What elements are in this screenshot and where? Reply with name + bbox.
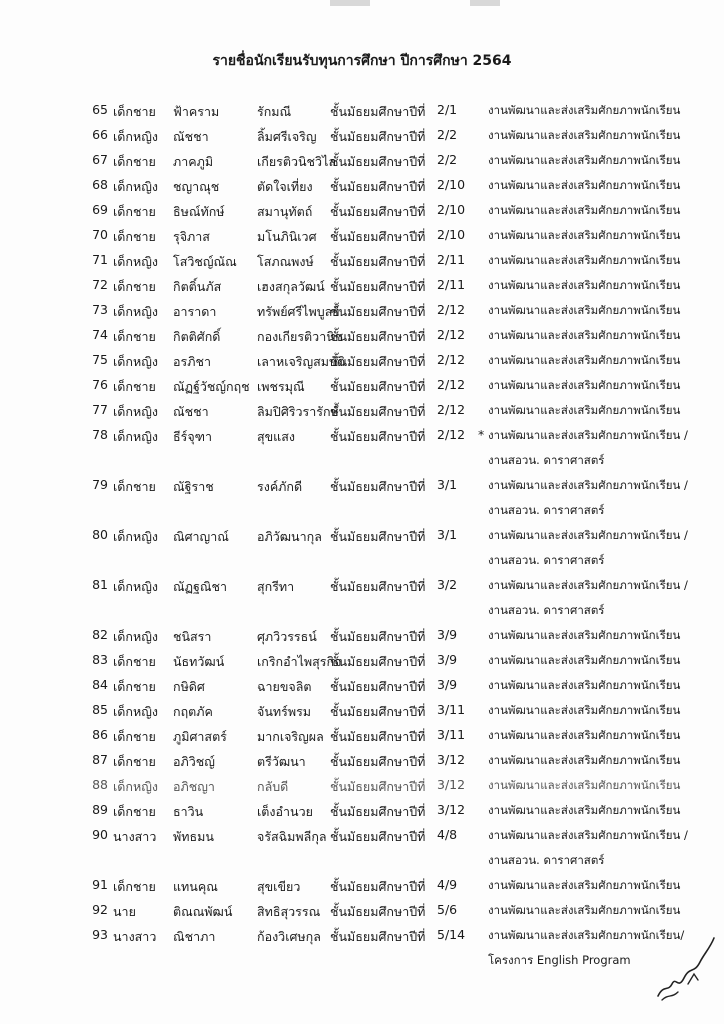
classroom: 2/2 [437, 127, 458, 142]
title-prefix: เด็กชาย [113, 329, 156, 344]
classroom: 3/12 [437, 752, 466, 767]
grade-level: ชั้นมัธยมศึกษาปีที่ [330, 529, 426, 544]
department: งานพัฒนาและส่งเสริมศักยภาพนักเรียน / [488, 578, 688, 592]
classroom: 2/12 [437, 352, 466, 367]
asterisk-mark: * [478, 427, 485, 442]
grade-level: ชั้นมัธยมศึกษาปีที่ [330, 879, 426, 894]
grade-level: ชั้นมัธยมศึกษาปีที่ [330, 104, 426, 119]
grade-level: ชั้นมัธยมศึกษาปีที่ [330, 904, 426, 919]
row-number: 66 [92, 127, 108, 142]
department: งานพัฒนาและส่งเสริมศักยภาพนักเรียน / [488, 428, 688, 442]
title-prefix: เด็กชาย [113, 679, 156, 694]
row-number: 88 [92, 777, 108, 792]
title-prefix: นางสาว [113, 929, 157, 944]
handwritten-signature [654, 934, 718, 1004]
title-prefix: เด็กหญิง [113, 354, 158, 369]
classroom: 2/12 [437, 377, 466, 392]
department: งานพัฒนาและส่งเสริมศักยภาพนักเรียน [488, 703, 681, 717]
student-row [0, 296, 724, 321]
row-number: 85 [92, 702, 108, 717]
row-number: 71 [92, 252, 108, 267]
row-number: 84 [92, 677, 108, 692]
grade-level: ชั้นมัธยมศึกษาปีที่ [330, 129, 426, 144]
department: งานพัฒนาและส่งเสริมศักยภาพนักเรียน [488, 203, 681, 217]
department: งานพัฒนาและส่งเสริมศักยภาพนักเรียน [488, 353, 681, 367]
title-prefix: เด็กชาย [113, 104, 156, 119]
department: งานพัฒนาและส่งเสริมศักยภาพนักเรียน [488, 903, 681, 917]
grade-level: ชั้นมัธยมศึกษาปีที่ [330, 254, 426, 269]
title-prefix: เด็กหญิง [113, 429, 158, 444]
student-row [0, 921, 724, 971]
department-line-2: งานสอวน. ดาราศาสตร์ [488, 553, 605, 567]
first-name: อาราดา [173, 304, 217, 319]
student-row [0, 821, 724, 871]
first-name: ณิศาญาณ์ [173, 529, 229, 544]
student-row [0, 396, 724, 421]
row-number: 70 [92, 227, 108, 242]
first-name: ภูมิศาสตร์ [173, 729, 227, 744]
last-name: ตัดใจเที่ยง [257, 179, 313, 194]
last-name: ตรีวัฒนา [257, 754, 306, 769]
last-name: เกียรติวนิชวิไล [257, 154, 337, 169]
student-row [0, 221, 724, 246]
student-list [0, 96, 724, 971]
row-number: 83 [92, 652, 108, 667]
title-prefix: เด็กชาย [113, 229, 156, 244]
classroom: 3/11 [437, 702, 466, 717]
title-prefix: เด็กหญิง [113, 579, 158, 594]
last-name: เกริกอำไพสุรกิจ [257, 654, 342, 669]
row-number: 73 [92, 302, 108, 317]
last-name: สุขเขียว [257, 879, 301, 894]
title-prefix: เด็กหญิง [113, 254, 158, 269]
department: งานพัฒนาและส่งเสริมศักยภาพนักเรียน [488, 678, 681, 692]
first-name: อรภิชา [173, 354, 211, 369]
first-name: กฤตภัค [173, 704, 213, 719]
page-title: รายชื่อนักเรียนรับทุนการศึกษา ปีการศึกษา 2564 [212, 53, 512, 69]
title-prefix: เด็กหญิง [113, 179, 158, 194]
student-row [0, 421, 724, 471]
title-prefix: เด็กชาย [113, 279, 156, 294]
row-number: 74 [92, 327, 108, 342]
student-row [0, 346, 724, 371]
grade-level: ชั้นมัธยมศึกษาปีที่ [330, 479, 426, 494]
last-name: สุกรีทา [257, 579, 295, 594]
row-number: 80 [92, 527, 108, 542]
grade-level: ชั้นมัธยมศึกษาปีที่ [330, 729, 426, 744]
grade-level: ชั้นมัธยมศึกษาปีที่ [330, 404, 426, 419]
first-name: กิตติศักดิ์ [173, 329, 221, 344]
classroom: 4/9 [437, 877, 458, 892]
department: งานพัฒนาและส่งเสริมศักยภาพนักเรียน / [488, 828, 688, 842]
student-row [0, 721, 724, 746]
first-name: ธีร์จุฑา [173, 429, 213, 444]
classroom: 5/6 [437, 902, 458, 917]
department: งานพัฒนาและส่งเสริมศักยภาพนักเรียน / [488, 528, 688, 542]
classroom: 3/9 [437, 677, 458, 692]
first-name: ชนิสรา [173, 629, 212, 644]
last-name: เฮงสกุลวัฒน์ [257, 279, 325, 294]
grade-level: ชั้นมัธยมศึกษาปีที่ [330, 654, 426, 669]
row-number: 69 [92, 202, 108, 217]
last-name: สมานุทัตถ์ [257, 204, 313, 219]
grade-level: ชั้นมัธยมศึกษาปีที่ [330, 229, 426, 244]
student-row [0, 96, 724, 121]
first-name: กษิดิศ [173, 679, 205, 694]
classroom: 2/12 [437, 402, 466, 417]
scan-artifact [470, 0, 500, 6]
last-name: มโนภินิเวศ [257, 229, 317, 244]
row-number: 67 [92, 152, 108, 167]
grade-level: ชั้นมัธยมศึกษาปีที่ [330, 279, 426, 294]
first-name: ฟ้าคราม [173, 104, 220, 119]
last-name: ฉายขจลิต [257, 679, 312, 694]
student-row [0, 146, 724, 171]
row-number: 79 [92, 477, 108, 492]
title-prefix: เด็กหญิง [113, 529, 158, 544]
grade-level: ชั้นมัธยมศึกษาปีที่ [330, 329, 426, 344]
classroom: 3/12 [437, 777, 466, 792]
last-name: สิทธิสุวรรณ [257, 904, 321, 919]
title-prefix: เด็กชาย [113, 804, 156, 819]
classroom: 3/9 [437, 627, 458, 642]
classroom: 4/8 [437, 827, 458, 842]
department: งานพัฒนาและส่งเสริมศักยภาพนักเรียน [488, 378, 681, 392]
row-number: 72 [92, 277, 108, 292]
scan-artifact [330, 0, 370, 6]
row-number: 65 [92, 102, 108, 117]
title-prefix: เด็กชาย [113, 754, 156, 769]
student-row [0, 646, 724, 671]
first-name: ณิชาภา [173, 929, 216, 944]
department-line-2: งานสอวน. ดาราศาสตร์ [488, 503, 605, 517]
department-line-2: งานสอวน. ดาราศาสตร์ [488, 853, 605, 867]
last-name: รักมณี [257, 104, 292, 119]
first-name: กิตติ์นภัส [173, 279, 222, 294]
department: งานพัฒนาและส่งเสริมศักยภาพนักเรียน [488, 103, 681, 117]
grade-level: ชั้นมัธยมศึกษาปีที่ [330, 779, 426, 794]
classroom: 3/12 [437, 802, 466, 817]
department: งานพัฒนาและส่งเสริมศักยภาพนักเรียน [488, 253, 681, 267]
first-name: ณัฏฐณิชา [173, 579, 227, 594]
classroom: 3/1 [437, 527, 458, 542]
row-number: 90 [92, 827, 108, 842]
classroom: 2/12 [437, 427, 466, 442]
department: งานพัฒนาและส่งเสริมศักยภาพนักเรียน / [488, 478, 688, 492]
first-name: ธาวิน [173, 804, 204, 819]
student-row [0, 771, 724, 796]
last-name: ทรัพย์ศรีไพบูลย์ [257, 304, 340, 319]
title-prefix: เด็กชาย [113, 479, 156, 494]
first-name: รุจิภาส [173, 229, 210, 244]
department: งานพัฒนาและส่งเสริมศักยภาพนักเรียน [488, 628, 681, 642]
title-prefix: เด็กหญิง [113, 404, 158, 419]
title-prefix: เด็กชาย [113, 729, 156, 744]
department-line-2: งานสอวน. ดาราศาสตร์ [488, 603, 605, 617]
student-row [0, 196, 724, 221]
department: งานพัฒนาและส่งเสริมศักยภาพนักเรียน [488, 803, 681, 817]
first-name: ณัชชา [173, 129, 209, 144]
last-name: กลับดี [257, 779, 289, 794]
row-number: 81 [92, 577, 108, 592]
classroom: 2/12 [437, 302, 466, 317]
title-prefix: เด็กชาย [113, 379, 156, 394]
title-prefix: เด็กหญิง [113, 779, 158, 794]
row-number: 77 [92, 402, 108, 417]
classroom: 3/9 [437, 652, 458, 667]
last-name: กองเกียรติวานิช [257, 329, 344, 344]
department-line-2: งานสอวน. ดาราศาสตร์ [488, 453, 605, 467]
classroom: 3/1 [437, 477, 458, 492]
student-row [0, 621, 724, 646]
department: งานพัฒนาและส่งเสริมศักยภาพนักเรียน [488, 178, 681, 192]
classroom: 2/11 [437, 277, 466, 292]
row-number: 91 [92, 877, 108, 892]
first-name: นัธทวัฒน์ [173, 654, 225, 669]
grade-level: ชั้นมัธยมศึกษาปีที่ [330, 179, 426, 194]
title-prefix: เด็กชาย [113, 204, 156, 219]
department: งานพัฒนาและส่งเสริมศักยภาพนักเรียน [488, 403, 681, 417]
student-row [0, 246, 724, 271]
classroom: 3/11 [437, 727, 466, 742]
student-row [0, 121, 724, 146]
row-number: 76 [92, 377, 108, 392]
row-number: 89 [92, 802, 108, 817]
department: งานพัฒนาและส่งเสริมศักยภาพนักเรียน [488, 753, 681, 767]
grade-level: ชั้นมัธยมศึกษาปีที่ [330, 379, 426, 394]
grade-level: ชั้นมัธยมศึกษาปีที่ [330, 354, 426, 369]
department: งานพัฒนาและส่งเสริมศักยภาพนักเรียน [488, 878, 681, 892]
title-prefix: เด็กหญิง [113, 304, 158, 319]
row-number: 86 [92, 727, 108, 742]
grade-level: ชั้นมัธยมศึกษาปีที่ [330, 679, 426, 694]
first-name: ชญาณุช [173, 179, 220, 194]
title-prefix: เด็กชาย [113, 154, 156, 169]
title-prefix: นาย [113, 904, 136, 919]
first-name: พัทธมน [173, 829, 214, 844]
grade-level: ชั้นมัธยมศึกษาปีที่ [330, 704, 426, 719]
student-row [0, 171, 724, 196]
title-prefix: เด็กชาย [113, 879, 156, 894]
classroom: 5/14 [437, 927, 466, 942]
last-name: สุขแสง [257, 429, 295, 444]
last-name: เลาหเจริญสมบัติ [257, 354, 346, 369]
grade-level: ชั้นมัธยมศึกษาปีที่ [330, 929, 426, 944]
department: งานพัฒนาและส่งเสริมศักยภาพนักเรียน [488, 278, 681, 292]
grade-level: ชั้นมัธยมศึกษาปีที่ [330, 204, 426, 219]
student-row [0, 321, 724, 346]
last-name: มากเจริญผล [257, 729, 324, 744]
classroom: 2/10 [437, 227, 466, 242]
first-name: ณัฏฐ์วัชญ์กฤช [173, 379, 250, 394]
grade-level: ชั้นมัธยมศึกษาปีที่ [330, 829, 426, 844]
department-line-2: โครงการ English Program [488, 953, 631, 967]
first-name: ธิษณ์ทักษ์ [173, 204, 225, 219]
last-name: เต็งอำนวย [257, 804, 313, 819]
student-row [0, 571, 724, 621]
first-name: ณัชชา [173, 404, 209, 419]
row-number: 82 [92, 627, 108, 642]
grade-level: ชั้นมัธยมศึกษาปีที่ [330, 754, 426, 769]
student-row [0, 521, 724, 571]
classroom: 2/2 [437, 152, 458, 167]
row-number: 78 [92, 427, 108, 442]
row-number: 92 [92, 902, 108, 917]
last-name: จรัสฉิมพลีกุล [257, 829, 327, 844]
grade-level: ชั้นมัธยมศึกษาปีที่ [330, 154, 426, 169]
first-name: ติณณพัฒน์ [173, 904, 233, 919]
last-name: ลิ้มศรีเจริญ [257, 129, 317, 144]
student-row [0, 371, 724, 396]
grade-level: ชั้นมัธยมศึกษาปีที่ [330, 304, 426, 319]
title-prefix: เด็กหญิง [113, 704, 158, 719]
department: งานพัฒนาและส่งเสริมศักยภาพนักเรียน [488, 303, 681, 317]
department: งานพัฒนาและส่งเสริมศักยภาพนักเรียน [488, 653, 681, 667]
grade-level: ชั้นมัธยมศึกษาปีที่ [330, 429, 426, 444]
classroom: 2/1 [437, 102, 458, 117]
student-row [0, 796, 724, 821]
department: งานพัฒนาและส่งเสริมศักยภาพนักเรียน/ [488, 928, 685, 942]
student-row [0, 746, 724, 771]
title-prefix: เด็กชาย [113, 654, 156, 669]
grade-level: ชั้นมัธยมศึกษาปีที่ [330, 579, 426, 594]
last-name: เพชรมุณี [257, 379, 305, 394]
last-name: อภิวัฒนากุล [257, 529, 322, 544]
last-name: รงค์ภักดี [257, 479, 303, 494]
department: งานพัฒนาและส่งเสริมศักยภาพนักเรียน [488, 728, 681, 742]
student-row [0, 671, 724, 696]
title-prefix: เด็กหญิง [113, 129, 158, 144]
last-name: ก้องวิเศษกุล [257, 929, 321, 944]
student-row [0, 871, 724, 896]
title-prefix: นางสาว [113, 829, 157, 844]
last-name: จันทร์พรม [257, 704, 312, 719]
student-row [0, 696, 724, 721]
department: งานพัฒนาและส่งเสริมศักยภาพนักเรียน [488, 328, 681, 342]
classroom: 2/10 [437, 202, 466, 217]
classroom: 2/12 [437, 327, 466, 342]
title-prefix: เด็กหญิง [113, 629, 158, 644]
first-name: อภิวิชญ์ [173, 754, 215, 769]
classroom: 2/11 [437, 252, 466, 267]
student-row [0, 271, 724, 296]
last-name: ศุภวิวรรธน์ [257, 629, 317, 644]
classroom: 3/2 [437, 577, 458, 592]
grade-level: ชั้นมัธยมศึกษาปีที่ [330, 629, 426, 644]
last-name: โสภณพงษ์ [257, 254, 314, 269]
row-number: 87 [92, 752, 108, 767]
first-name: ภาคภูมิ [173, 154, 214, 169]
first-name: โสวิชญ์ณัณ [173, 254, 237, 269]
first-name: ณัฐิราช [173, 479, 214, 494]
student-row [0, 471, 724, 521]
department: งานพัฒนาและส่งเสริมศักยภาพนักเรียน [488, 778, 681, 792]
student-row [0, 896, 724, 921]
last-name: ลิมปิศิริวรารักษ์ [257, 404, 339, 419]
first-name: อภิชญา [173, 779, 215, 794]
department: งานพัฒนาและส่งเสริมศักยภาพนักเรียน [488, 153, 681, 167]
first-name: แทนคุณ [173, 879, 218, 894]
row-number: 75 [92, 352, 108, 367]
row-number: 93 [92, 927, 108, 942]
grade-level: ชั้นมัธยมศึกษาปีที่ [330, 804, 426, 819]
row-number: 68 [92, 177, 108, 192]
classroom: 2/10 [437, 177, 466, 192]
department: งานพัฒนาและส่งเสริมศักยภาพนักเรียน [488, 128, 681, 142]
department: งานพัฒนาและส่งเสริมศักยภาพนักเรียน [488, 228, 681, 242]
